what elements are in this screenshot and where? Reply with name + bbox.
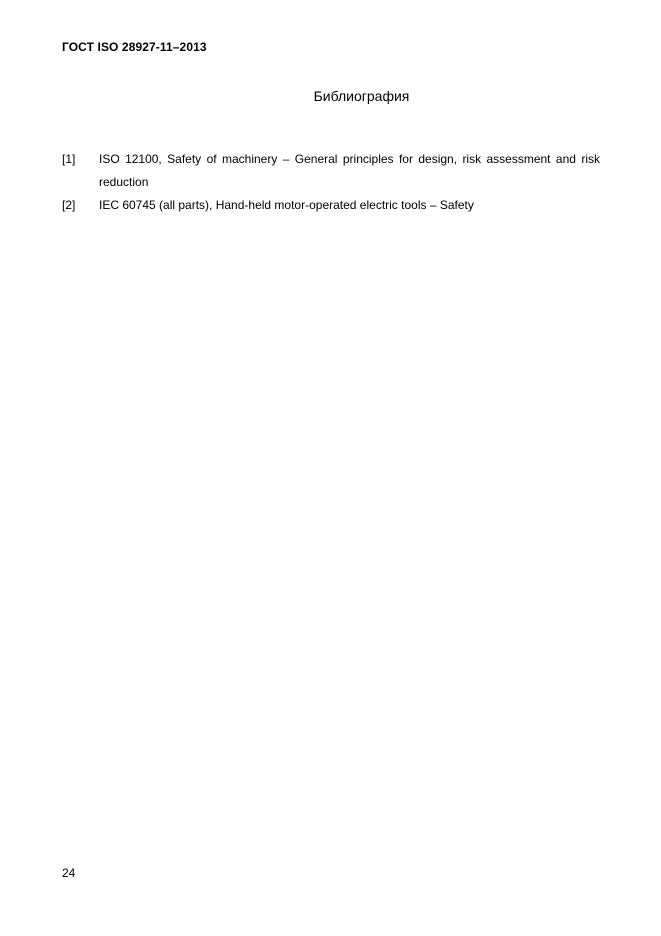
reference-item [62, 148, 600, 194]
section-title [0, 88, 661, 104]
page-number: 24 [62, 866, 76, 880]
reference-item [62, 194, 600, 217]
reference-number: [1] [62, 152, 76, 166]
document-id-header: ГОСТ ISO 28927-11–2013 [62, 40, 207, 54]
reference-text: IEC 60745 (all parts), Hand-held motor-operated electric tools – Safety [99, 198, 474, 212]
reference-list [62, 148, 600, 217]
section-title-text: Библиография [313, 88, 410, 104]
reference-number: [2] [62, 198, 76, 212]
reference-text: ISO 12100, Safety of machinery – General principles for design, risk assessment and risk reduction [99, 152, 600, 189]
